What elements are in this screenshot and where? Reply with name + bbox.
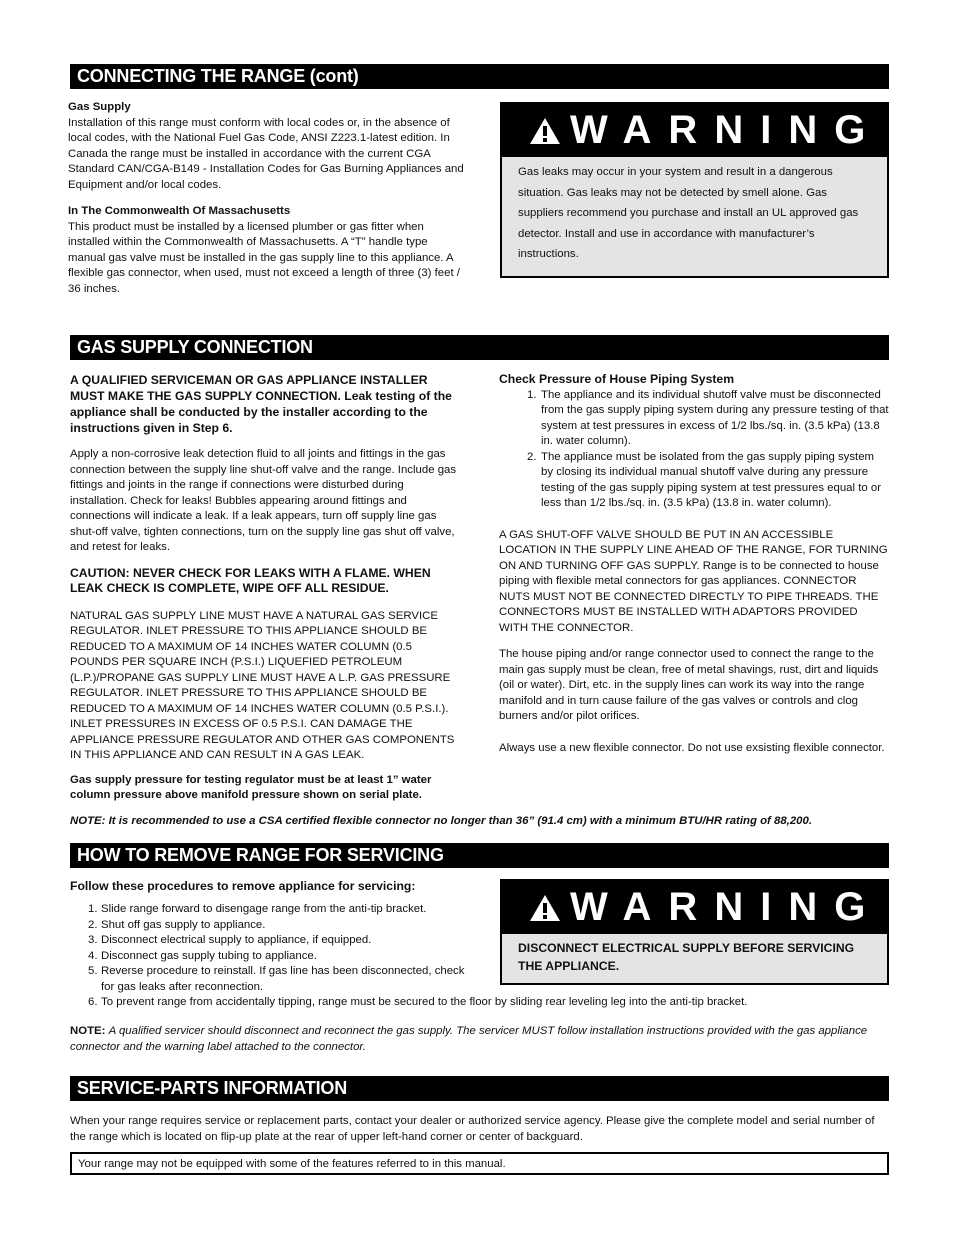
list-text: Shut off gas supply to appliance. <box>101 918 266 931</box>
warning-word: WARNING <box>570 884 883 929</box>
check-pressure-list <box>499 388 889 512</box>
gas-supply-heading: Gas Supply <box>68 101 131 113</box>
check-pressure-heading: Check Pressure of House Piping System <box>499 372 735 386</box>
note-label: NOTE: <box>70 1025 106 1037</box>
warning-triangle-icon <box>528 116 562 146</box>
list-item <box>70 933 470 949</box>
list-item <box>499 388 889 450</box>
list-item <box>70 995 889 1011</box>
disconnect-warning-text: DISCONNECT ELECTRICAL SUPPLY BEFORE SERVICING THE APPLIANCE. <box>518 941 855 973</box>
gas-supply-text: Installation of this range must conform with local codes or, in the absence of local codes, with the National Fuel Gas Code, ANSI Z223.1-latest edition. In Canada the range must be installed in accordance with the current CGA Standard CAN/CGA-B149 - Installation Codes for Gas Burning Appliances and Equipment and/or local codes. <box>68 116 464 191</box>
list-text: To prevent range from accidentally tipping, range must be secured to the floor by sliding rear leveling leg into the anti-tip bracket. <box>101 996 748 1008</box>
list-text: Slide range forward to disengage range from the anti-tip bracket. <box>101 903 427 915</box>
servicer-note <box>70 1024 889 1055</box>
remove-step-six <box>70 995 889 1011</box>
list-item <box>70 902 470 918</box>
flexible-connector-text: Always use a new flexible connector. Do not use exsisting flexible connector. <box>499 741 885 754</box>
remove-steps-list <box>70 902 470 995</box>
massachusetts-text: This product must be installed by a licensed plumber or gas fitter when installed within the Commonwealth of Massachusetts. A “T” handle type manual gas valve must be installed in the gas supply line to this appliance. A flexible gas connector, when used, must not exceed a length of three (3) feet / 36 inches. <box>68 220 460 295</box>
warning-header <box>502 104 887 157</box>
disconnect-warning-box <box>500 879 889 985</box>
gas-supply-left-column <box>70 372 460 804</box>
list-number: 5. <box>88 965 98 977</box>
testing-pressure-text: Gas supply pressure for testing regulator must be at least 1” water column pressure above manifold pressure shown on serial plate. <box>70 773 432 801</box>
list-number: 2. <box>88 918 98 931</box>
gas-supply-right-column <box>499 372 889 756</box>
list-number: 1. <box>88 903 98 915</box>
list-text: The appliance and its individual shutoff valve must be disconnected from the gas supply piping system during any pressure testing of that system at test pressures in excess of 1/2 lbs./sq. in. (3.5 kPa) (13.8 in. water column). <box>541 388 889 447</box>
list-number: 1. <box>527 388 537 401</box>
list-item <box>70 949 470 965</box>
warning-word: WARNING <box>570 107 883 152</box>
list-text: Disconnect gas supply tubing to appliance. <box>101 949 317 962</box>
list-text: Disconnect electrical supply to appliance, if equipped. <box>101 934 372 946</box>
csa-connector-note: NOTE: It is recommended to use a CSA certified flexible connector no longer than 36” (91.4 cm) with a minimum BTU/HR rating of 88,200. <box>70 815 813 827</box>
qualified-serviceman-text: A QUALIFIED SERVICEMAN OR GAS APPLIANCE INSTALLER MUST MAKE THE GAS SUPPLY CONNECTION. Leak testing of the appliance shall be conducted by the installer according to the instructions given in Step 6. <box>70 373 452 435</box>
house-piping-text: The house piping and/or range connector used to connect the range to the main gas supply must be clean, free of metal shavings, rust, dirt and liquids (oil or water). Dirt, etc. in the supply lines can work its way into the range manifold and in turn cause failure of the gas valves or controls and clog burners and/or pilot orifices. <box>499 648 879 722</box>
gas-supply-block <box>68 100 468 297</box>
massachusetts-heading: In The Commonwealth Of Massachusetts <box>68 205 291 217</box>
caution-text: CAUTION: NEVER CHECK FOR LEAKS WITH A FLAME. WHEN LEAK CHECK IS COMPLETE, WIPE OFF ALL RESIDUE. <box>70 565 431 595</box>
leak-detection-text: Apply a non-corrosive leak detection fluid to all joints and fittings in the gas connection between the supply line shut-off valve and the range. Include gas fittings and joints in the range if connections were disturbed during installation. Check for leaks! Bubbles appearing around fittings and connections will indicate a leak. If a leak appears, turn off supply line gas shut-off valve, tighten connections, turn on the supply line gas shut off valve, and retest for leaks. <box>70 448 457 553</box>
service-parts-text: When your range requires service or replacement parts, contact your dealer or authorized service agency. Please give the complete model and serial number of the range which is located on flip-up plate at the rear of upper left-hand corner or center of backguard. <box>70 1115 875 1143</box>
section-title-service-parts: SERVICE-PARTS INFORMATION <box>70 1076 889 1101</box>
list-item <box>70 918 470 934</box>
list-item <box>499 450 889 512</box>
warning-triangle-icon <box>528 893 562 923</box>
list-item <box>70 964 470 995</box>
features-notice-text: Your range may not be equipped with some of the features referred to in this manual. <box>78 1158 506 1170</box>
section-title-remove-range: HOW TO REMOVE RANGE FOR SERVICING <box>70 843 889 868</box>
warning-header <box>502 881 887 934</box>
list-number: 2. <box>527 450 537 463</box>
list-number: 3. <box>88 934 98 946</box>
gas-leak-warning-box <box>500 102 889 278</box>
list-text: The appliance must be isolated from the gas supply piping system by closing its individual manual shutoff valve during any pressure testing of the gas supply piping system at test pressures equal to or less than 1/2 lbs./sq. in. (3.5 kPa) (13.8 in. water column). <box>541 450 882 509</box>
gas-leak-warning-text: Gas leaks may occur in your system and result in a dangerous situation. Gas leaks may not be detected by smell alone. Gas suppliers recommend you purchase and install an UL approved gas detector. Install and use in accordance with manufacturer’s instructions. <box>518 166 859 260</box>
remove-intro-text: Follow these procedures to remove appliance for servicing: <box>70 879 416 893</box>
note-text: A qualified servicer should disconnect and reconnect the gas supply. The servicer MUST follow installation instructions provided with the gas appliance connector and the warning label attached to the connector. <box>70 1025 868 1053</box>
section-title-connecting: CONNECTING THE RANGE (cont) <box>70 64 889 89</box>
section-title-gas-supply: GAS SUPPLY CONNECTION <box>70 335 889 360</box>
list-number: 4. <box>88 949 98 962</box>
list-text: Reverse procedure to reinstall. If gas line has been disconnected, check for gas leaks after reconnection. <box>101 965 465 993</box>
shutoff-valve-text: A GAS SHUT-OFF VALVE SHOULD BE PUT IN AN ACCESSIBLE LOCATION IN THE SUPPLY LINE AHEAD OF THE RANGE, FOR TURNING ON AND TURNING OFF GAS SUPPLY. Range is to be connected to house piping with flexible metal connectors for gas appliances. CONNECTOR NUTS MUST NOT BE CONNECTED DIRECTLY TO PIPE THREADS. THE CONNECTORS MUST BE INSTALLED WITH ADAPTORS PROVIDED WITH THE CONNECTOR. <box>499 528 888 634</box>
list-number: 6. <box>88 996 98 1008</box>
regulator-text: NATURAL GAS SUPPLY LINE MUST HAVE A NATURAL GAS SERVICE REGULATOR. INLET PRESSURE TO THIS APPLIANCE SHOULD BE REDUCED TO A MAXIMUM OF 14 INCHES WATER COLUMN (0.5 POUNDS PER SQUARE INCH (P.S.I.) LIQUEFIED PETROLEUM (L.P.)/PROPANE GAS SUPPLY LINE MUST HAVE A L.P. GAS PRESSURE REGULATOR. INLET PRESSURE TO THIS APPLIANCE SHOULD BE REDUCED TO A MAXIMUM OF 14 INCHES WATER COLUMN (0.5 P.S.I.). INLET PRESSURES IN EXCESS OF 0.5 P.S.I. CAN DAMAGE THE APPLIANCE PRESSURE REGULATOR AND OTHER GAS COMPONENTS IN THIS APPLIANCE AND CAN RESULT IN A GAS LEAK. <box>70 609 455 761</box>
features-notice-box <box>70 1152 889 1175</box>
